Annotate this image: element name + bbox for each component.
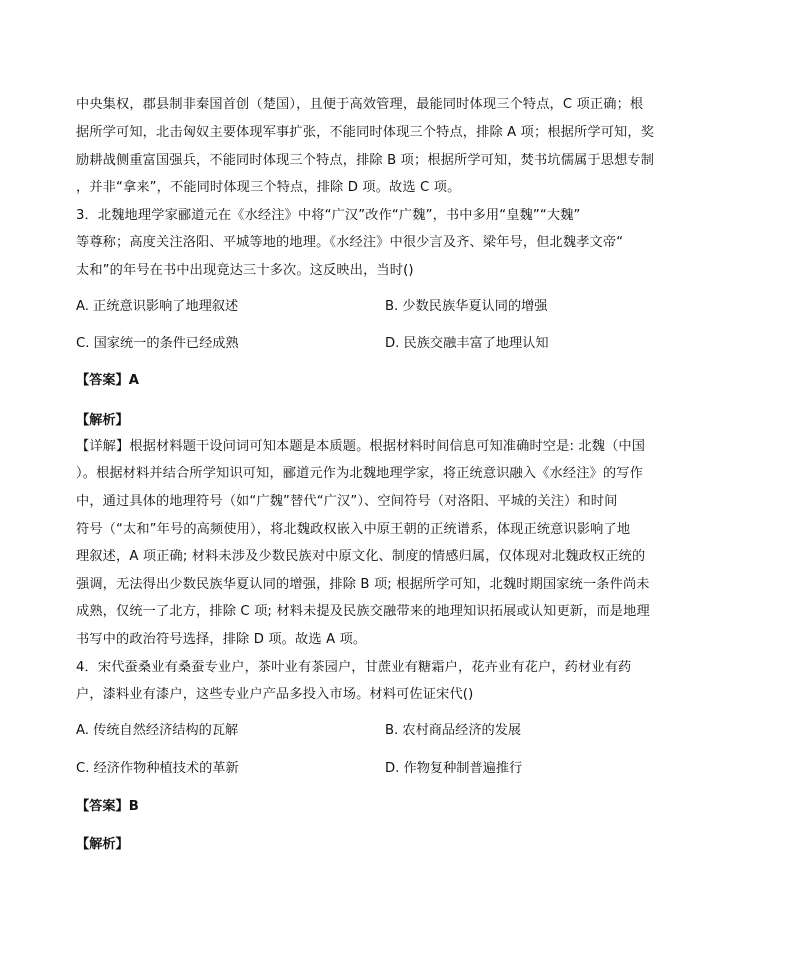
q4-option-a: A. 传统自然经济结构的瓦解 bbox=[76, 723, 239, 738]
q4-stem-line: 户，漆料业有漆户，这些专业户产品多投入市场。材料可佐证宋代() bbox=[76, 687, 474, 702]
q3-detail-line: 符号（“太和”年号的高频使用），将北魏政权嵌入中原王朝的正统谱系，体现正统意识影响了地 bbox=[76, 522, 631, 537]
q3-detail-line: 理叙述，A 项正确; 材料未涉及少数民族对中原文化、制度的情感归属，仅体现对北魏政权正统的 bbox=[76, 549, 646, 564]
q3-stem-line: 太和”的年号在书中出现竟达三十多次。这反映出，当时() bbox=[76, 263, 414, 278]
q4-option-d: D. 作物复种制普遍推行 bbox=[385, 761, 523, 776]
prev-analysis-line: ，并非“拿来”，不能同时体现三个特点，排除 D 项。故选 C 项。 bbox=[76, 180, 461, 195]
prev-analysis-line: 据所学可知，北击匈奴主要体现军事扩张，不能同时体现三个特点，排除 A 项；根据所学可知，奖 bbox=[76, 125, 655, 140]
q3-detail-line: 书写中的政治符号选择，排除 D 项。故选 A 项。 bbox=[76, 632, 367, 647]
q3-stem-line: 3．北魏地理学家郦道元在《水经注》中将“广汉”改作“广魏”，书中多用“皇魏”“大魏” bbox=[76, 208, 581, 223]
q4-option-b: B. 农村商品经济的发展 bbox=[385, 723, 522, 738]
q3-detail-line: 【详解】根据材料题干设问词可知本题是本质题。根据材料时间信息可知准确时空是: 北魏（中国 bbox=[76, 439, 646, 454]
q4-option-c: C. 经济作物种植技术的革新 bbox=[76, 761, 239, 776]
prev-analysis-line: 中央集权，郡县制非秦国首创（楚国），且便于高效管理，最能同时体现三个特点，C 项正确；根 bbox=[76, 97, 644, 112]
q3-option-d: D. 民族交融丰富了地理认知 bbox=[385, 336, 549, 351]
q3-detail-line: 中，通过具体的地理符号（如“广魏”替代“广汉”）、空间符号（对洛阳、平城的关注）和时间 bbox=[76, 494, 618, 509]
q3-detail-line: 强调，无法得出少数民族华夏认同的增强，排除 B 项; 根据所学可知，北魏时期国家统一条件尚未 bbox=[76, 577, 650, 592]
q3-stem-line: 等尊称；高度关注洛阳、平城等地的地理。《水经注》中很少言及齐、梁年号，但北魏孝文帝“ bbox=[76, 235, 624, 250]
q4-analysis-label: 【解析】 bbox=[76, 837, 129, 852]
q3-answer: 【答案】A bbox=[76, 373, 139, 388]
q3-option-b: B. 少数民族华夏认同的增强 bbox=[385, 299, 548, 314]
q3-option-a: A. 正统意识影响了地理叙述 bbox=[76, 299, 239, 314]
q3-analysis-label: 【解析】 bbox=[76, 413, 129, 428]
q3-option-c: C. 国家统一的条件已经成熟 bbox=[76, 336, 239, 351]
q4-answer: 【答案】B bbox=[76, 799, 139, 814]
q3-detail-line: 成熟，仅统一了北方，排除 C 项; 材料未提及民族交融带来的地理知识拓展或认知更新，而是地理 bbox=[76, 604, 650, 619]
q3-detail-line: ）。根据材料并结合所学知识可知，郦道元作为北魏地理学家，将正统意识融入《水经注》的写作 bbox=[76, 466, 643, 481]
q4-stem-line: 4．宋代蚕桑业有桑蚕专业户，茶叶业有茶园户，甘蔗业有糖霜户，花卉业有花户，药材业有药 bbox=[76, 660, 632, 675]
prev-analysis-line: 励耕战侧重富国强兵，不能同时体现三个特点，排除 B 项；根据所学可知，焚书坑儒属于思想专制 bbox=[76, 153, 655, 168]
